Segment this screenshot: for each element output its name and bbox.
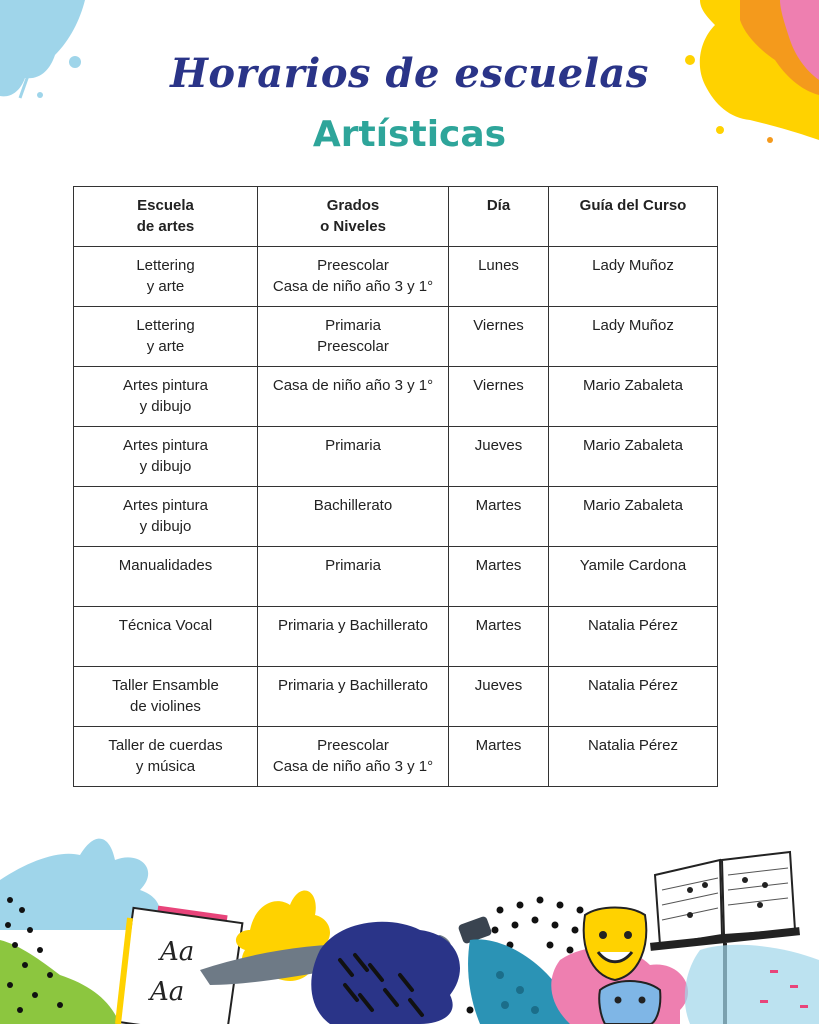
table-row bbox=[74, 487, 718, 547]
table-row bbox=[74, 307, 718, 367]
notebook-letters: Aa bbox=[160, 937, 195, 967]
cell-school: Artes pintura y dibujo bbox=[74, 487, 258, 547]
schedule-table bbox=[73, 186, 718, 787]
cell-guide: Natalia Pérez bbox=[549, 727, 718, 787]
cell-grades: Primaria y Bachillerato bbox=[258, 667, 449, 727]
cell-guide: Mario Zabaleta bbox=[549, 427, 718, 487]
page-title: Horarios de escuelas bbox=[170, 50, 649, 97]
bottom-art-decorations bbox=[0, 839, 819, 1024]
header-day: Día bbox=[449, 187, 549, 247]
cell-guide: Yamile Cardona bbox=[549, 547, 718, 607]
table-row bbox=[74, 547, 718, 607]
cell-day: Lunes bbox=[449, 247, 549, 307]
cell-day: Martes bbox=[449, 727, 549, 787]
cell-guide: Natalia Pérez bbox=[549, 667, 718, 727]
header-school: Escuela de artes bbox=[74, 187, 258, 247]
cell-school: Manualidades bbox=[74, 547, 258, 607]
cell-guide: Mario Zabaleta bbox=[549, 367, 718, 427]
cell-school: Técnica Vocal bbox=[74, 607, 258, 667]
cell-school: Artes pintura y dibujo bbox=[74, 427, 258, 487]
cell-grades: Preescolar Casa de niño año 3 y 1° bbox=[258, 727, 449, 787]
cell-guide: Lady Muñoz bbox=[549, 307, 718, 367]
table-row bbox=[74, 667, 718, 727]
header-guide: Guía del Curso bbox=[549, 187, 718, 247]
cell-day: Viernes bbox=[449, 307, 549, 367]
table-row bbox=[74, 247, 718, 307]
cell-school: Taller de cuerdas y música bbox=[74, 727, 258, 787]
cell-grades: Primaria y Bachillerato bbox=[258, 607, 449, 667]
table-row bbox=[74, 727, 718, 787]
page-subtitle: Artísticas bbox=[312, 114, 507, 155]
cell-day: Jueves bbox=[449, 667, 549, 727]
cell-day: Martes bbox=[449, 547, 549, 607]
table-row bbox=[74, 367, 718, 427]
notebook-letters-2: Aa bbox=[150, 977, 185, 1007]
cell-guide: Mario Zabaleta bbox=[549, 487, 718, 547]
cell-day: Martes bbox=[449, 487, 549, 547]
cell-grades: Primaria bbox=[258, 427, 449, 487]
paint-bottle-illustration bbox=[457, 915, 570, 1024]
cell-grades: Preescolar Casa de niño año 3 y 1° bbox=[258, 247, 449, 307]
cell-school: Lettering y arte bbox=[74, 247, 258, 307]
header-grades: Grados o Niveles bbox=[258, 187, 449, 247]
cell-day: Martes bbox=[449, 607, 549, 667]
cell-grades: Primaria Preescolar bbox=[258, 307, 449, 367]
cell-guide: Natalia Pérez bbox=[549, 607, 718, 667]
cell-grades: Primaria bbox=[258, 547, 449, 607]
cell-school: Artes pintura y dibujo bbox=[74, 367, 258, 427]
table-row bbox=[74, 427, 718, 487]
table-header-row bbox=[74, 187, 718, 247]
cell-grades: Bachillerato bbox=[258, 487, 449, 547]
cell-school: Lettering y arte bbox=[74, 307, 258, 367]
table-row bbox=[74, 607, 718, 667]
cell-day: Jueves bbox=[449, 427, 549, 487]
cell-school: Taller Ensamble de violines bbox=[74, 667, 258, 727]
cell-day: Viernes bbox=[449, 367, 549, 427]
cell-grades: Casa de niño año 3 y 1° bbox=[258, 367, 449, 427]
cell-guide: Lady Muñoz bbox=[549, 247, 718, 307]
